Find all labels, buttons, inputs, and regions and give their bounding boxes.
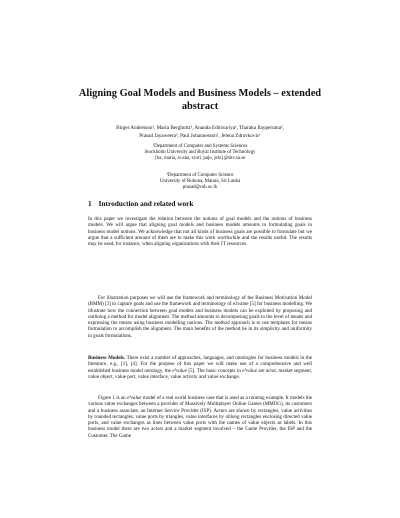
paragraph-3	[88, 355, 312, 380]
author-list	[70, 125, 330, 140]
paragraph-2-text: For illustration purposes we will use the framework and terminology of the Business Motivation Model (BMM) [3] to capture goals and use the framework and terminology of e3value [5] for business modelling. We illustrate how the connection between goal models and business models can be exploited by proposing and outlining a method for model alignment. The method amounts to decomposing goals to the level of means and expressing the means using business modelling notions. The method approach is to use templates for means formulation to accomplish the alignment. The main benefits of the method lie in its simplicity and uniformity in goals formulations.	[88, 295, 312, 339]
paragraph-1	[88, 216, 312, 247]
e3value-term: e³value	[172, 367, 187, 374]
affiliation-1-organization: Stockholm University and Royal Institute of Technology	[144, 150, 256, 156]
section-title: Introduction and related work	[98, 199, 194, 208]
paragraph-4-part-b: model of a real world business case that is used as a running example. It models the various value exchanges between a provider of Massively Multiplayer Online Games (MMOG), its customers and a business associate, an Internet Service Provider (ISP). Actors are shown by rectangles, value activities by rounded rectangles, value ports by triangles, value interfaces by oblong rectangles enclosing directed value ports, and value exchanges as lines between value ports with the names of value objects as labels. In this business model there are two actors and a market segment involved – the Game Provider, the ISP and the Customer. The Game	[88, 395, 312, 439]
paragraph-2	[88, 295, 312, 339]
affiliation-2-email: prasad@ruh.ac.lk	[182, 185, 218, 191]
paragraph-4-text	[88, 395, 312, 439]
affiliation-1	[70, 144, 330, 163]
affiliation-2-department: ²Department of Computer Science	[166, 173, 234, 178]
section-number: 1	[88, 199, 92, 208]
affiliation-1-department: ¹Department of Computer and Systems Sciences	[152, 144, 248, 149]
paragraph-3-part-c: are actor, market segment, value object, value port, value interface, value activity and value exchange.	[88, 367, 312, 380]
paragraph-3-part-b: [5]. The basic concepts in	[186, 367, 243, 374]
business-models-heading: Business Models.	[88, 355, 126, 361]
affiliation-2-organization: University of Ruhuna, Matara, Sri Lanka	[159, 179, 241, 185]
paragraph-4-part-a: Figure 1 is an	[98, 395, 127, 401]
paragraph-1-text: In this paper we investigate the relation between the notions of goal models and the notions of business models. We will argue that aligning goal models and business models amounts to formulating goals in business model notions. We acknowledge that not all kinds of business goals are possible to formulate but we argue that a sufficient amount of them are to make this work worthwhile and the results useful. The results may be used, for instance, when aligning organizations with their IT resources.	[88, 216, 312, 248]
section-heading	[88, 199, 193, 208]
paper-title: Aligning Goal Models and Business Models – extended abstract	[78, 88, 322, 112]
authors-line-1: Birger Andersson¹, Maria Bergholtz¹, Ananda Edirisuriya¹, Tharaka Ilayperuma²,	[116, 125, 284, 131]
paragraph-3-text	[88, 355, 312, 380]
affiliation-2	[70, 173, 330, 192]
authors-line-2: Prasad Jayaweera², Paul Johannesson¹, Jelena Zdravkovic¹	[139, 132, 261, 139]
e3value-term: e³value	[126, 395, 142, 401]
paragraph-3-part-a: There exist a number of approaches, languages, and ontologies for business models in the literature, e.g., [1], [4]. For the purpose of this paper we will make use of a comprehensive and well established business model ontology, the	[88, 355, 313, 374]
paragraph-4	[88, 395, 312, 439]
e3value-term: e³value	[242, 367, 257, 374]
affiliation-1-email: {ba, maria, si-ana, si-tri, pajo, jelz}@dsv.su.se	[154, 156, 246, 162]
